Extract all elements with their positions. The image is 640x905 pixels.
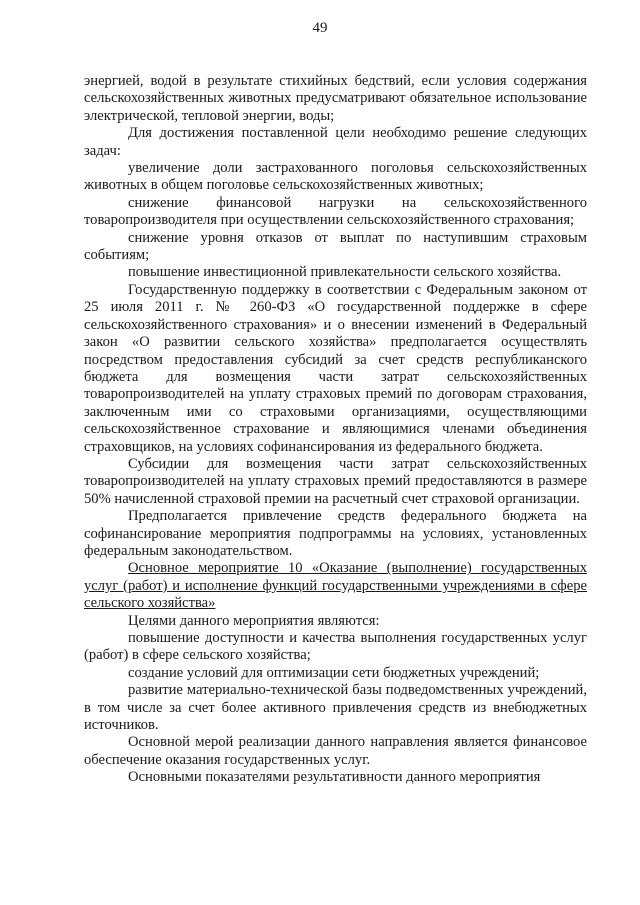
section-heading-measure-10: Основное мероприятие 10 «Оказание (выполнение) государственных услуг (работ) и исполнение функций государственными учреждениями в сфере сельского хозяйства» <box>84 560 587 612</box>
paragraph-main-measure: Основной мерой реализации данного направления является финансовое обеспечение оказания государственных услуг. <box>84 734 587 768</box>
paragraph-task-4: повышение инвестиционной привлекательности сельского хозяйства. <box>128 264 562 281</box>
paragraph-indicators: Основными показателями результативности данного мероприятия <box>128 769 541 786</box>
paragraph-tasks-intro: Для достижения поставленной цели необходимо решение следующих задач: <box>84 125 587 159</box>
paragraph-task-1: увеличение доли застрахованного поголовья сельскохозяйственных животных в общем поголовье сельскохозяйственных животных; <box>84 160 587 194</box>
paragraph-subsidies: Субсидии для возмещения части затрат сельскохозяйственных товаропроизводителей на уплату страховых премий предоставляются в размере 50% начисленной страховой премии на расчетный счет страховой организации. <box>84 455 587 507</box>
paragraph-goals-intro: Целями данного мероприятия являются: <box>128 612 380 629</box>
paragraph-continuation: энергией, водой в результате стихийных бедствий, если условия содержания сельскохозяйственных животных предусматривают обязательное использование электрической, тепловой энергии, воды; <box>84 73 587 124</box>
paragraph-goal-3: развитие материально-технической базы подведомственных учреждений, в том числе за счет более активного привлечения средств из внебюджетных источников. <box>84 682 587 734</box>
paragraph-federal-funds: Предполагается привлечение средств федерального бюджета на софинансирование мероприятия подпрограммы на условиях, установленных федеральным законодательством. <box>84 508 587 559</box>
paragraph-state-support: Государственную поддержку в соответствии с Федеральным законом от 25 июля 2011 г. № 260-ФЗ «О государственной поддержке в сфере сельскохозяйственного страхования» и о внесении изменений в Федеральный закон «О развитии сельского хозяйства» предполагается осуществлять посредством предоставления субсидий за счет средств республиканского бюджета для возмещения части затрат сельскохозяйственных товаропроизводителей на уплату страховых премий по договорам страхования, заключенным ими со страховыми организациями, осуществляющими сельскохозяйственное страхование и являющимися членами объединения страховщиков, на условиях софинансирования из федерального бюджета. <box>84 281 587 455</box>
paragraph-task-3: снижение уровня отказов от выплат по наступившим страховым событиям; <box>84 229 587 264</box>
page-number: 49 <box>312 20 328 36</box>
paragraph-goal-2: создание условий для оптимизации сети бюджетных учреждений; <box>128 664 540 681</box>
paragraph-task-2: снижение финансовой нагрузки на сельскохозяйственного товаропроизводителя при осуществлении сельскохозяйственного страхования; <box>84 194 587 229</box>
paragraph-goal-1: повышение доступности и качества выполнения государственных услуг (работ) в сфере сельского хозяйства; <box>84 630 587 664</box>
document-body <box>84 73 587 787</box>
